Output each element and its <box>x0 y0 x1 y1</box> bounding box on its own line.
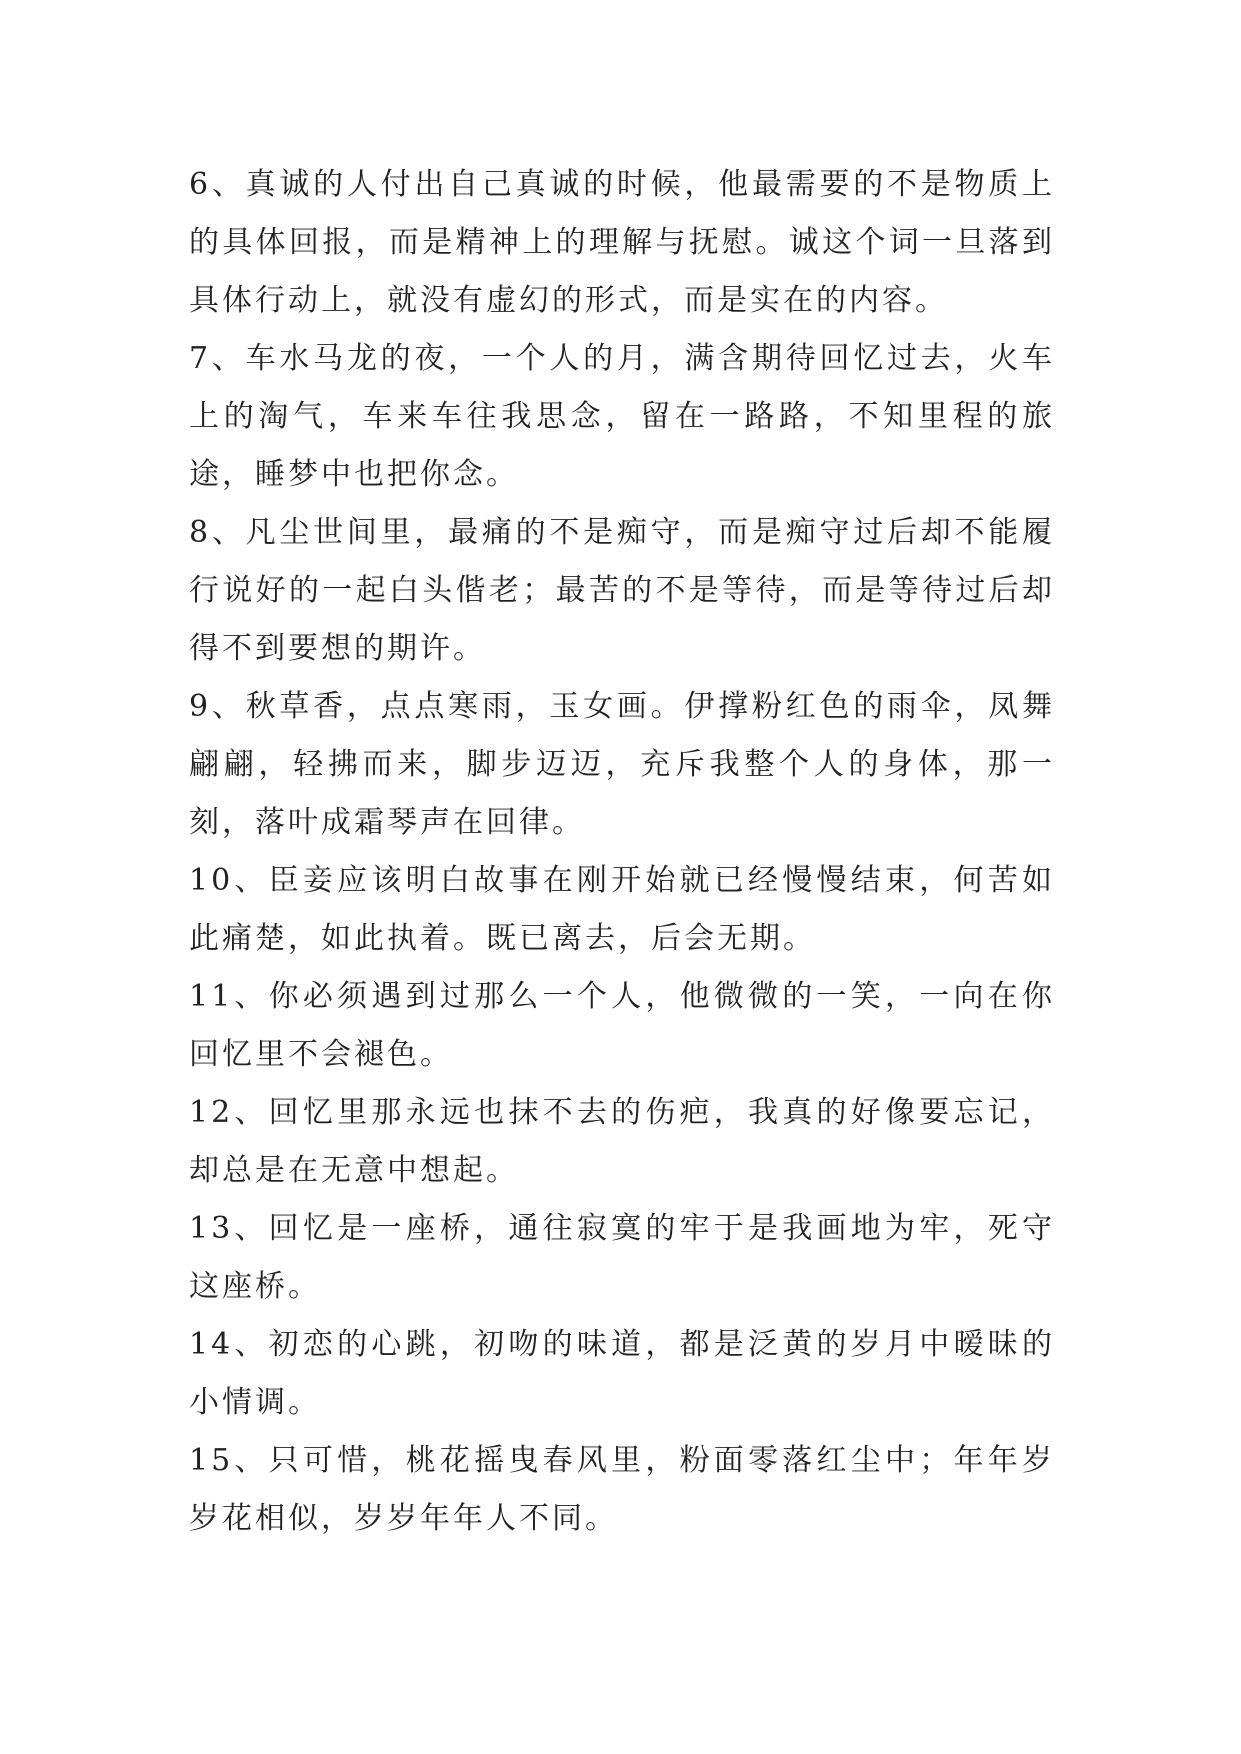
document-body <box>189 156 1055 1548</box>
paragraph-10: 10、臣妾应该明白故事在刚开始就已经慢慢结束，何苦如此痛楚，如此执着。既已离去，后会无期。 <box>189 863 1055 956</box>
paragraph-9: 9、秋草香，点点寒雨，玉女画。伊撑粉红色的雨伞，凤舞翩翩，轻拂而来，脚步迈迈，充斥我整个人的身体，那一刻，落叶成霜琴声在回律。 <box>189 689 1055 840</box>
paragraph-14: 14、初恋的心跳，初吻的味道，都是泛黄的岁月中暧昧的小情调。 <box>189 1327 1055 1420</box>
paragraph-11: 11、你必须遇到过那么一个人，他微微的一笑，一向在你回忆里不会褪色。 <box>189 979 1055 1072</box>
paragraph-13: 13、回忆是一座桥，通往寂寞的牢于是我画地为牢，死守这座桥。 <box>189 1211 1055 1304</box>
paragraph-6: 6、真诚的人付出自己真诚的时候，他最需要的不是物质上的具体回报，而是精神上的理解与抚慰。诚这个词一旦落到具体行动上，就没有虚幻的形式，而是实在的内容。 <box>189 167 1055 318</box>
paragraph-8: 8、凡尘世间里，最痛的不是痴守，而是痴守过后却不能履行说好的一起白头偕老；最苦的不是等待，而是等待过后却得不到要想的期许。 <box>189 515 1055 666</box>
paragraph-15: 15、只可惜，桃花摇曳春风里，粉面零落红尘中；年年岁岁花相似，岁岁年年人不同。 <box>189 1443 1055 1536</box>
paragraph-12: 12、回忆里那永远也抹不去的伤疤，我真的好像要忘记，却总是在无意中想起。 <box>189 1095 1055 1188</box>
paragraph-7: 7、车水马龙的夜，一个人的月，满含期待回忆过去，火车上的淘气，车来车往我思念，留在一路路，不知里程的旅途，睡梦中也把你念。 <box>189 341 1055 492</box>
